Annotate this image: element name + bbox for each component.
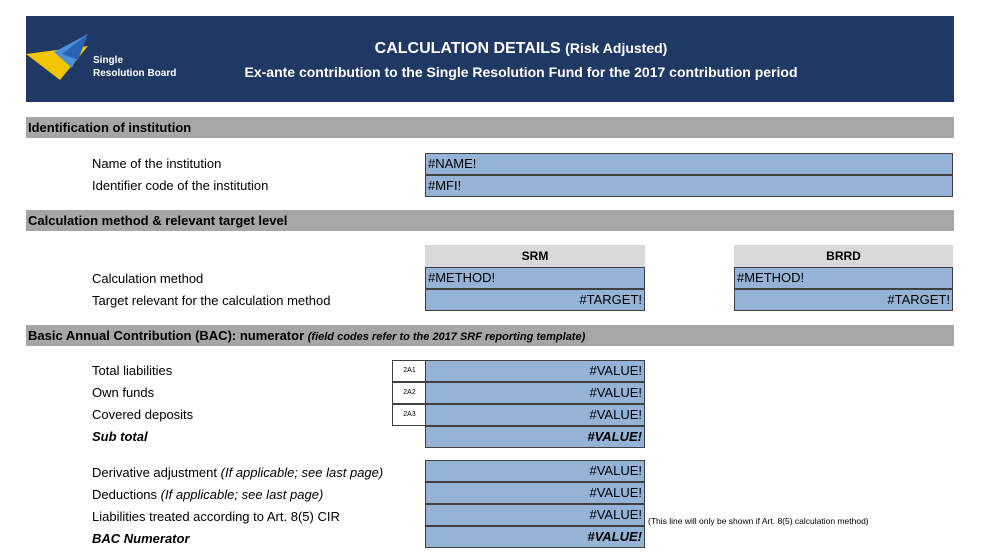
bac-section-note: (field codes refer to the 2017 SRF reporting template) [307, 331, 586, 343]
deductions-label-text: Deductions [92, 487, 158, 502]
deductions-label [92, 484, 323, 506]
page-title [26, 40, 954, 58]
art8-label: Liabilities treated according to Art. 8(5) CIR [92, 509, 340, 524]
covered-deposits-label: Covered deposits [92, 407, 194, 422]
covered-deposits-value[interactable]: #VALUE! [425, 404, 645, 426]
column-header-srm: SRM [425, 245, 645, 267]
page-subtitle: Ex-ante contribution to the Single Resolution Fund for the 2017 contribution period [244, 64, 798, 80]
section-identification: Identification of institution [26, 117, 954, 138]
brrd-method-value[interactable]: #METHOD! [734, 267, 953, 289]
institution-id-label: Identifier code of the institution [92, 178, 269, 193]
subtotal-value[interactable]: #VALUE! [425, 426, 645, 448]
title-suffix: (Risk Adjusted) [565, 40, 668, 56]
target-label: Target relevant for the calculation method [92, 293, 331, 308]
bac-numerator-value[interactable]: #VALUE! [425, 526, 645, 548]
deductions-note: (If applicable; see last page) [160, 487, 324, 502]
section-calculation-method: Calculation method & relevant target level [26, 210, 954, 231]
section-bac-numerator [26, 325, 954, 346]
column-header-brrd: BRRD [734, 245, 953, 267]
srm-method-value[interactable]: #METHOD! [425, 267, 645, 289]
own-funds-label: Own funds [92, 385, 155, 400]
derivative-label-text: Derivative adjustment [92, 465, 217, 480]
total-liabilities-label: Total liabilities [92, 363, 173, 378]
derivative-adjustment-label [92, 462, 383, 484]
institution-id-value[interactable]: #MFI! [425, 175, 953, 197]
deductions-value[interactable]: #VALUE! [425, 482, 645, 504]
srm-target-value[interactable]: #TARGET! [425, 289, 645, 311]
code-box-border [392, 425, 426, 426]
logo-line1: Single [93, 55, 124, 66]
title-main: CALCULATION DETAILS [374, 40, 561, 57]
institution-name-label: Name of the institution [92, 156, 222, 171]
logo-line2: Resolution Board [93, 68, 177, 79]
art8-note: (This line will only be shown if Art. 8(5) calculation method) [648, 516, 869, 526]
own-funds-value[interactable]: #VALUE! [425, 382, 645, 404]
derivative-note: (If applicable; see last page) [220, 465, 384, 480]
field-code-2a3: 2A3 [392, 404, 426, 426]
field-code-2a1: 2A1 [392, 360, 426, 382]
bac-numerator-label: BAC Numerator [92, 531, 190, 546]
bac-section-title: Basic Annual Contribution (BAC): numerator [28, 328, 305, 343]
derivative-adjustment-value[interactable]: #VALUE! [425, 460, 645, 482]
brrd-target-value[interactable]: #TARGET! [734, 289, 953, 311]
field-code-2a2: 2A2 [392, 382, 426, 404]
institution-name-value[interactable]: #NAME! [425, 153, 953, 175]
total-liabilities-value[interactable]: #VALUE! [425, 360, 645, 382]
subtotal-label: Sub total [92, 429, 148, 444]
art8-value[interactable]: #VALUE! [425, 504, 645, 526]
calculation-method-label: Calculation method [92, 271, 204, 286]
header-banner [26, 16, 954, 102]
